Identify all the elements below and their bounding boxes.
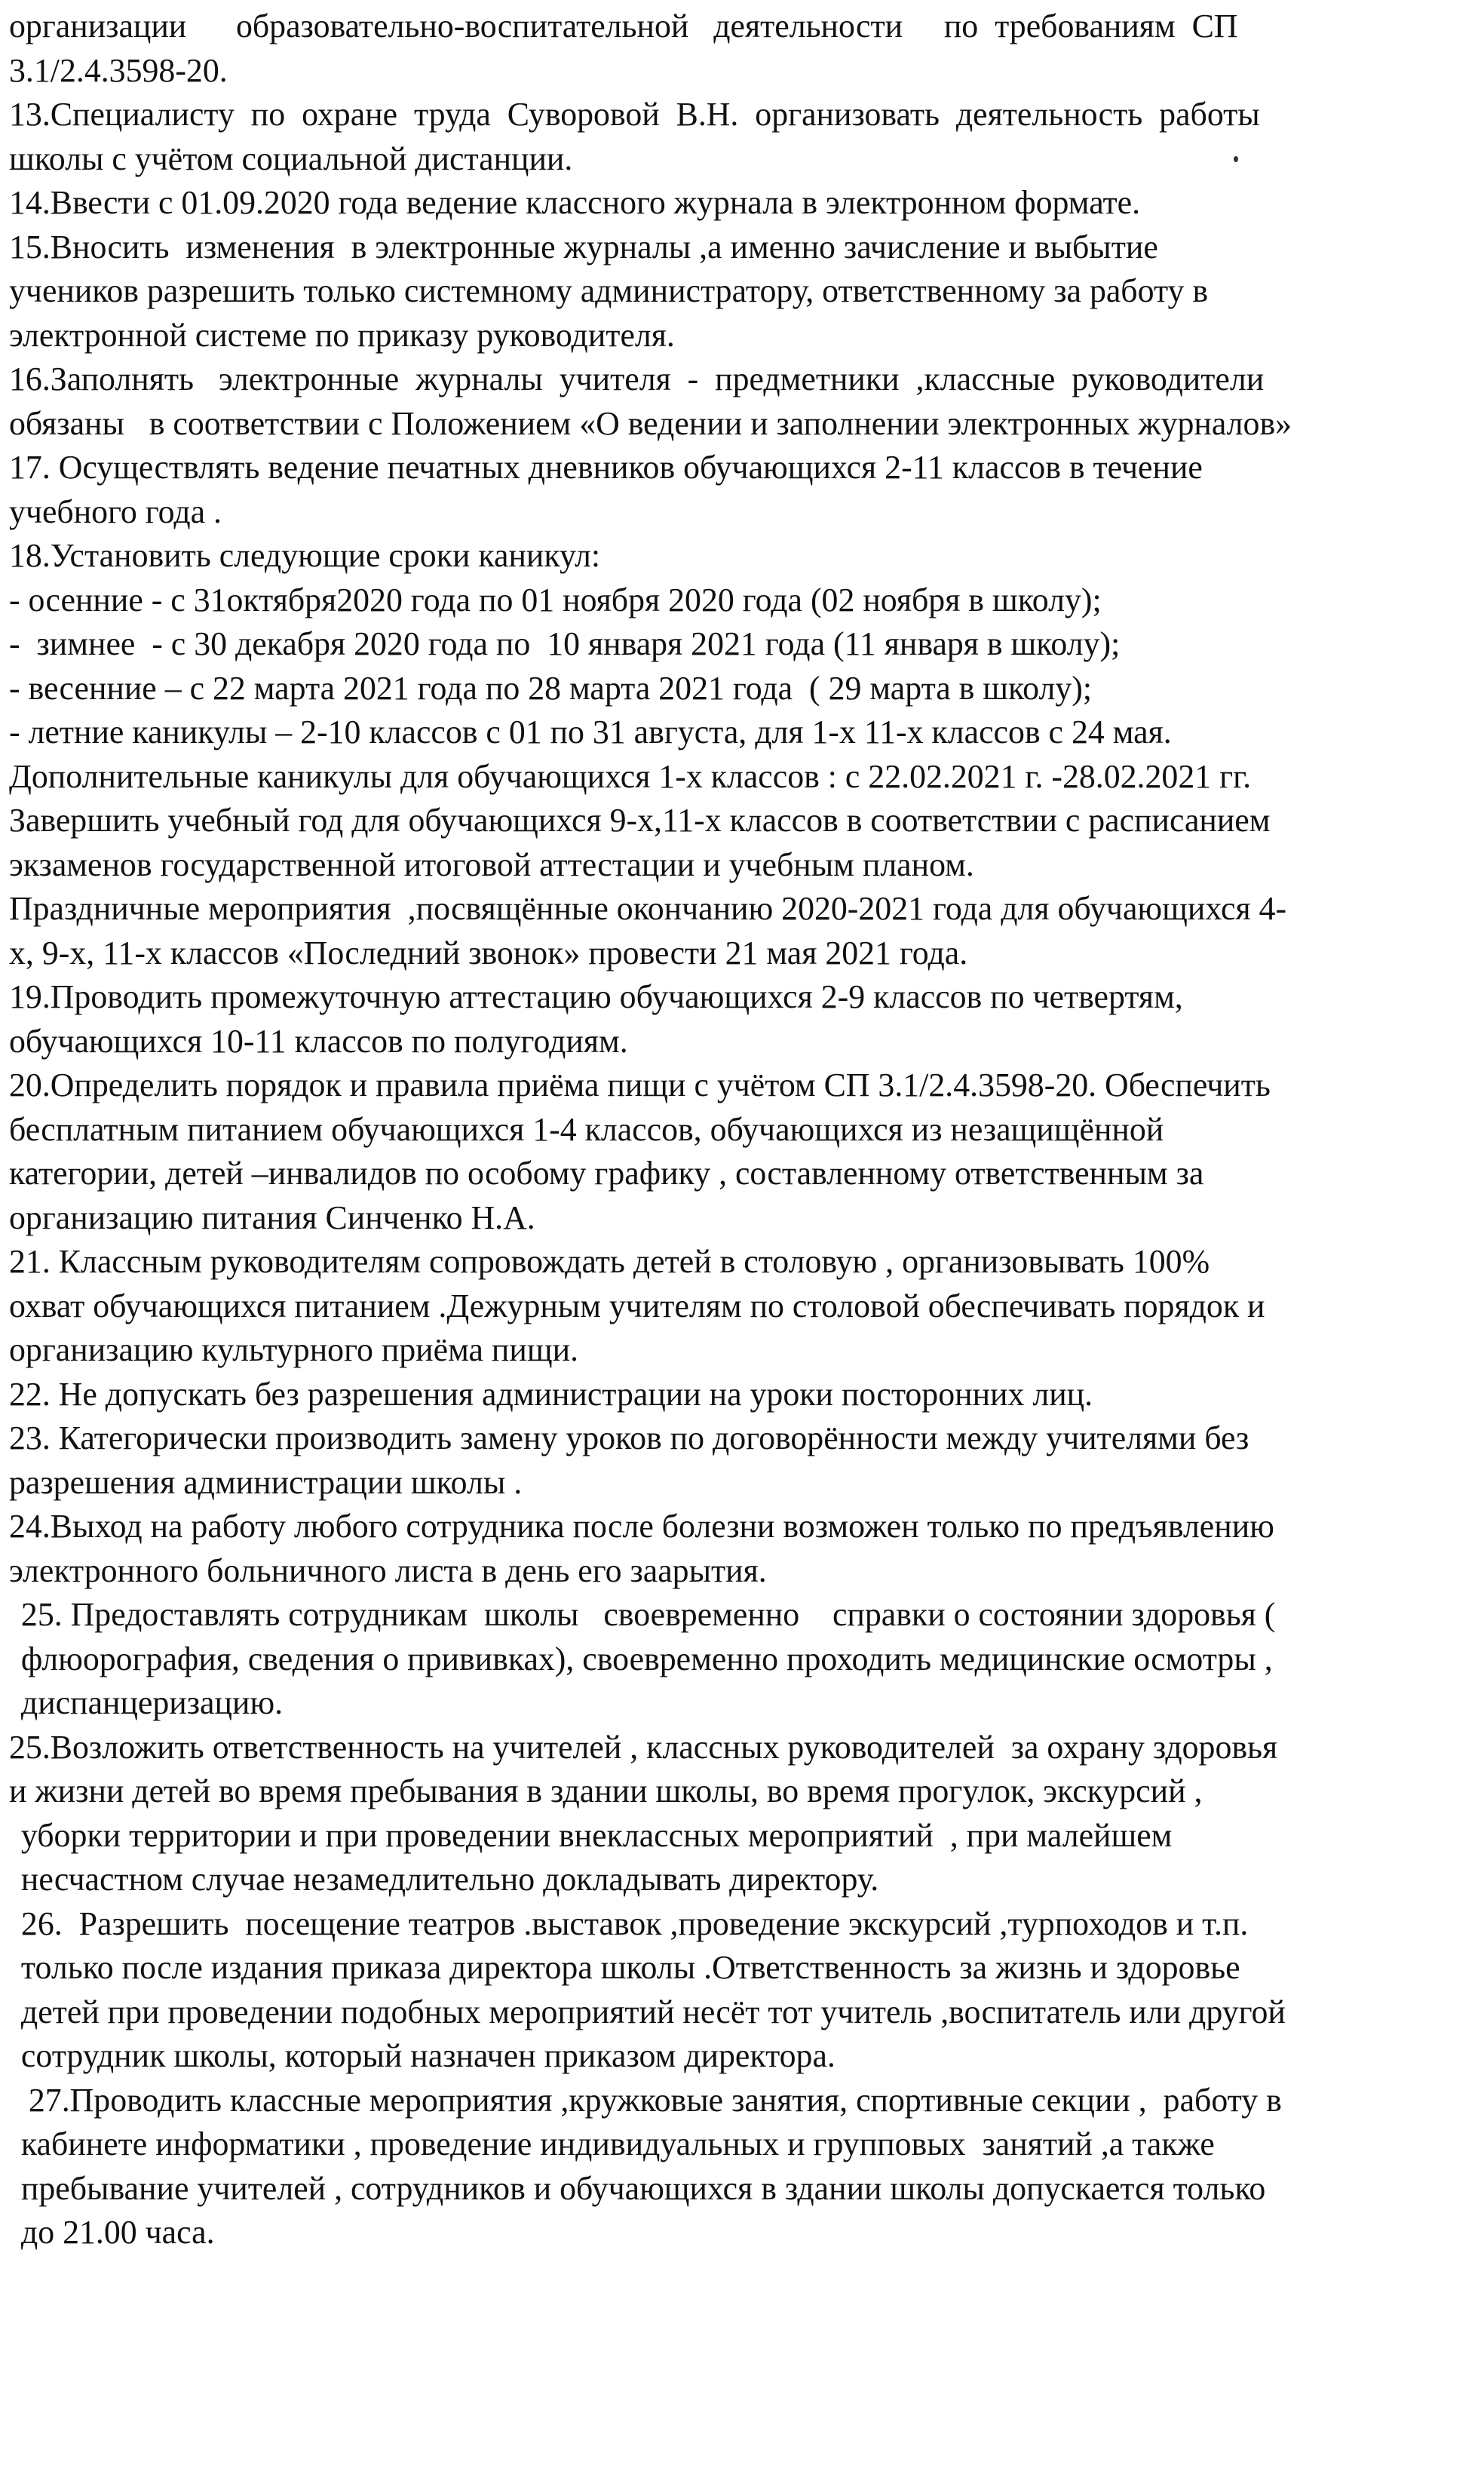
text-line: - осенние - с 31октября2020 года по 01 ноября 2020 года (02 ноября в школу); xyxy=(9,581,1102,618)
text-line: электронной системе по приказу руководителя. xyxy=(9,316,675,354)
text-line: сотрудник школы, который назначен приказом директора. xyxy=(20,2037,836,2074)
text-line: организации образовательно-воспитательной деятельности по требованиям СП xyxy=(9,8,1238,45)
text-line: пребывание учителей , сотрудников и обучающихся в здании школы допускается только xyxy=(20,2169,1266,2207)
text-line: школы с учётом социальной дистанции. xyxy=(9,140,573,177)
text-line: обучающихся 10-11 классов по полугодиям. xyxy=(9,1022,628,1060)
text-line: флюорография, сведения о прививках), своевременно проходить медицинские осмотры , xyxy=(20,1640,1273,1677)
text-line: 25. Предоставлять сотрудникам школы своевременно справки о состоянии здоровья ( xyxy=(20,1596,1276,1633)
text-line: 16.Заполнять электронные журналы учителя - предметники ,классные руководители xyxy=(9,361,1265,397)
text-line: организацию культурного приёма пищи. xyxy=(9,1331,578,1368)
text-line: - зимнее - с 30 декабря 2020 года по 10 января 2021 года (11 января в школу); xyxy=(9,625,1121,662)
text-line: несчастном случае незамедлительно докладывать директору. xyxy=(20,1861,879,1898)
text-line: 18.Установить следующие сроки каникул: xyxy=(9,537,601,574)
text-line: 13.Специалисту по охране труда Суворовой В.Н. организовать деятельность работы xyxy=(9,96,1260,133)
text-line: уборки территории и при проведении внеклассных мероприятий , при малейшем xyxy=(20,1816,1173,1854)
document-body xyxy=(9,5,1481,2255)
text-line: до 21.00 часа. xyxy=(20,2214,215,2251)
text-line: 23. Категорически производить замену уроков по договорённости между учителями без xyxy=(9,1419,1249,1456)
text-line: 17. Осуществлять ведение печатных дневников обучающихся 2-11 классов в течение xyxy=(9,449,1203,486)
text-line: учеников разрешить только системному администратору, ответственному за работу в xyxy=(9,272,1209,309)
text-line: категории, детей –инвалидов по особому графику , составленному ответственным за xyxy=(9,1155,1204,1192)
text-line: и жизни детей во время пребывания в здании школы, во время прогулок, экскурсий , xyxy=(9,1772,1203,1809)
text-line: только после издания приказа директора школы .Ответственность за жизнь и здоровье xyxy=(20,1949,1240,1986)
text-line: диспанцеризацию. xyxy=(20,1684,284,1721)
text-line: кабинете информатики , проведение индивидуальных и групповых занятий ,а также xyxy=(20,2125,1215,2162)
text-line: электронного больничного листа в день его заарытия. xyxy=(9,1551,767,1589)
text-line: 25.Возложить ответственность на учителей , классных руководителей за охрану здоровья xyxy=(9,1728,1278,1766)
text-line: Дополнительные каникулы для обучающихся 1-х классов : с 22.02.2021 г. -28.02.2021 гг. xyxy=(9,757,1252,795)
text-line: бесплатным питанием обучающихся 1-4 классов, обучающихся из незащищённой xyxy=(9,1110,1164,1148)
text-line: экзаменов государственной итоговой аттестации и учебным планом. xyxy=(9,846,974,883)
text-line: Праздничные мероприятия ,посвящённые окончанию 2020-2021 года для обучающихся 4- xyxy=(9,890,1287,927)
text-line: 26. Разрешить посещение театров .выставок ,проведение экскурсий ,турпоходов и т.п. xyxy=(20,1904,1249,1942)
text-line: Завершить учебный год для обучающихся 9-х,11-х классов в соответствии с расписанием xyxy=(9,802,1271,839)
text-line: разрешения администрации школы . xyxy=(9,1463,523,1501)
text-line: 15.Вносить изменения в электронные журналы ,а именно зачисление и выбытие xyxy=(9,228,1158,265)
text-line: 3.1/2.4.3598-20. xyxy=(9,51,228,89)
text-line: детей при проведении подобных мероприятий несёт тот учитель ,воспитатель или другой xyxy=(20,1993,1286,2030)
text-line: 20.Определить порядок и правила приёма пищи с учётом СП 3.1/2.4.3598-20. Обеспечить xyxy=(9,1066,1271,1103)
text-line: 27.Проводить классные мероприятия ,кружковые занятия, спортивные секции , работу в xyxy=(28,2081,1282,2119)
text-line: - летние каникулы – 2-10 классов с 01 по 31 августа, для 1-х 11-х классов с 24 мая. xyxy=(9,714,1172,750)
text-line: 21. Классным руководителям сопровождать детей в столовую , организовывать 100% xyxy=(9,1243,1210,1280)
text-line: 19.Проводить промежуточную аттестацию обучающихся 2-9 классов по четвертям, xyxy=(9,978,1183,1015)
text-line: 14.Ввести с 01.09.2020 года ведение классного журнала в электронном формате. xyxy=(9,184,1141,221)
text-line: организацию питания Синченко Н.А. xyxy=(9,1198,535,1236)
text-line: - весенние – с 22 марта 2021 года по 28 марта 2021 года ( 29 марта в школу); xyxy=(9,669,1092,707)
text-line: охват обучающихся питанием .Дежурным учителям по столовой обеспечивать порядок и xyxy=(9,1287,1265,1324)
text-line: 24.Выход на работу любого сотрудника после болезни возможен только по предъявлению xyxy=(9,1508,1274,1545)
text-line: 22. Не допускать без разрешения администрации на уроки посторонних лиц. xyxy=(9,1375,1093,1413)
text-line: х, 9-х, 11-х классов «Последний звонок» провести 21 мая 2021 года. xyxy=(9,934,968,971)
text-line: учебного года . xyxy=(9,493,222,530)
text-line: обязаны в соответствии с Положением «О ведении и заполнении электронных журналов» xyxy=(9,404,1292,442)
